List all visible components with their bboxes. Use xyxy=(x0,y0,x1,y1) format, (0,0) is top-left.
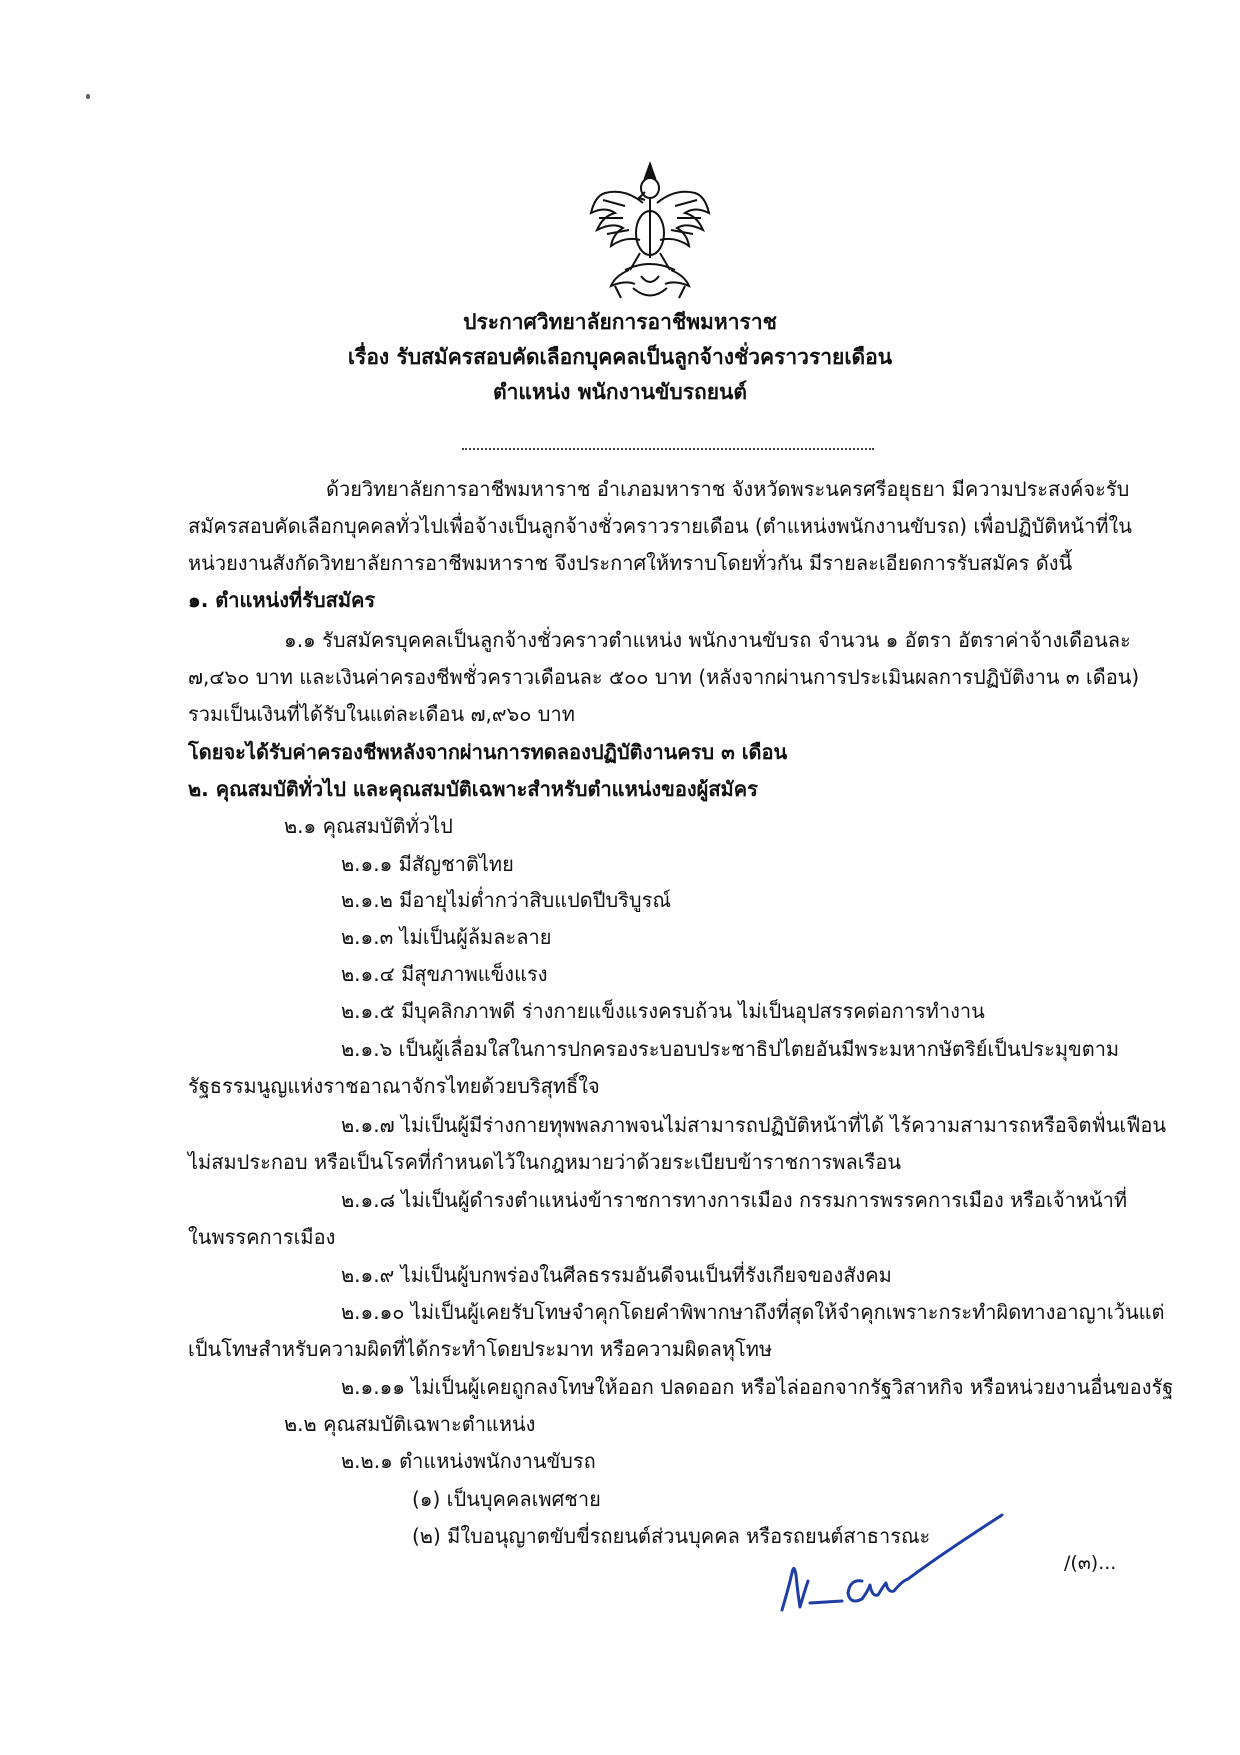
next-page-marker: /(๓)... xyxy=(1064,1552,1117,1574)
scan-speck xyxy=(86,94,90,99)
section-2-1-heading: ๒.๑ คุณสมบัติทั่วไป xyxy=(284,814,453,838)
intro-line-2: สมัครสอบคัดเลือกบุคคลทั่วไปเพื่อจ้างเป็นลูกจ้างชั่วคราวรายเดือน (ตำแหน่งพนักงานขับรถ) เพื่อปฏิบัติหน้าที่ใน xyxy=(188,514,1132,538)
section-1-note: โดยจะได้รับค่าครองชีพหลังจากผ่านการทดลองปฏิบัติงานครบ ๓ เดือน xyxy=(188,740,788,764)
qualification-2-1-6-line-1: ๒.๑.๖ เป็นผู้เลื่อมใสในการปกครองระบอบประชาธิปไตยอันมีพระมหากษัตริย์เป็นประมุขตาม xyxy=(341,1037,1120,1061)
qualification-2-1-3: ๒.๑.๓ ไม่เป็นผู้ล้มละลาย xyxy=(341,925,552,949)
specific-qualification-1: (๑) เป็นบุคคลเพศชาย xyxy=(412,1487,601,1511)
section-2-2-1-heading: ๒.๒.๑ ตำแหน่งพนักงานขับรถ xyxy=(341,1449,596,1473)
item-1-1-line-1: ๑.๑ รับสมัครบุคคลเป็นลูกจ้างชั่วคราวตำแหน่ง พนักงานขับรถ จำนวน ๑ อัตรา อัตราค่าจ้างเดือนละ xyxy=(284,628,1131,652)
item-1-1-line-3: รวมเป็นเงินที่ได้รับในแต่ละเดือน ๗,๙๖๐ บาท xyxy=(188,702,575,726)
qualification-2-1-11: ๒.๑.๑๑ ไม่เป็นผู้เคยถูกลงโทษให้ออก ปลดออก หรือไล่ออกจากรัฐวิสาหกิจ หรือหน่วยงานอื่นของรัฐ xyxy=(341,1375,1174,1399)
qualification-2-1-6-line-2: รัฐธรรมนูญแห่งราชอาณาจักรไทยด้วยบริสุทธิ์ใจ xyxy=(188,1074,600,1098)
announcement-position: ตำแหน่ง พนักงานขับรถยนต์ xyxy=(492,380,748,404)
qualification-2-1-8-line-2: ในพรรคการเมือง xyxy=(188,1225,336,1249)
signature-icon xyxy=(770,1495,1010,1620)
qualification-2-1-9: ๒.๑.๙ ไม่เป็นผู้บกพร่องในศีลธรรมอันดีจนเป็นที่รังเกียจของสังคม xyxy=(341,1263,892,1287)
announcement-title: ประกาศวิทยาลัยการอาชีพมหาราช xyxy=(463,310,777,334)
announcement-subject: เรื่อง รับสมัครสอบคัดเลือกบุคคลเป็นลูกจ้างชั่วคราวรายเดือน xyxy=(347,345,893,369)
qualification-2-1-1: ๒.๑.๑ มีสัญชาติไทย xyxy=(341,852,514,876)
section-1-title: ๑. ตำแหน่งที่รับสมัคร xyxy=(188,588,376,612)
section-2-2-heading: ๒.๒ คุณสมบัติเฉพาะตำแหน่ง xyxy=(284,1412,536,1436)
garuda-emblem-icon xyxy=(585,158,715,308)
item-1-1-line-2: ๗,๔๖๐ บาท และเงินค่าครองชีพชั่วคราวเดือนละ ๕๐๐ บาท (หลังจากผ่านการประเมินผลการปฏิบัติงาน ๓ เดือน) xyxy=(188,665,1140,689)
intro-line-3: หน่วยงานสังกัดวิทยาลัยการอาชีพมหาราช จึงประกาศให้ทราบโดยทั่วกัน มีรายละเอียดการรับสมัคร ดังนี้ xyxy=(188,551,1073,575)
qualification-2-1-7-line-1: ๒.๑.๗ ไม่เป็นผู้มีร่างกายทุพพลภาพจนไม่สามารถปฏิบัติหน้าที่ได้ ไร้ความสามารถหรือจิตฟั่นเฟือน xyxy=(341,1113,1167,1137)
dotted-divider xyxy=(462,448,874,450)
intro-line-1: ด้วยวิทยาลัยการอาชีพมหาราช อำเภอมหาราช จังหวัดพระนครศรีอยุธยา มีความประสงค์จะรับ xyxy=(326,477,1130,501)
qualification-2-1-4: ๒.๑.๔ มีสุขภาพแข็งแรง xyxy=(341,962,548,986)
qualification-2-1-10-line-1: ๒.๑.๑๐ ไม่เป็นผู้เคยรับโทษจำคุกโดยคำพิพากษาถึงที่สุดให้จำคุกเพราะกระทำผิดทางอาญาเว้นแต่ xyxy=(341,1300,1165,1324)
specific-qualification-2: (๒) มีใบอนุญาตขับขี่รถยนต์ส่วนบุคคล หรือรถยนต์สาธารณะ xyxy=(412,1524,931,1548)
qualification-2-1-8-line-1: ๒.๑.๘ ไม่เป็นผู้ดำรงตำแหน่งข้าราชการทางการเมือง กรรมการพรรคการเมือง หรือเจ้าหน้าที่ xyxy=(341,1188,1128,1212)
qualification-2-1-7-line-2: ไม่สมประกอบ หรือเป็นโรคที่กำหนดไว้ในกฎหมายว่าด้วยระเบียบข้าราชการพลเรือน xyxy=(188,1150,901,1174)
section-2-title: ๒. คุณสมบัติทั่วไป และคุณสมบัติเฉพาะสำหรับตำแหน่งของผู้สมัคร xyxy=(188,777,758,801)
qualification-2-1-10-line-2: เป็นโทษสำหรับความผิดที่ได้กระทำโดยประมาท หรือความผิดลหุโทษ xyxy=(188,1337,773,1361)
qualification-2-1-5: ๒.๑.๕ มีบุคลิกภาพดี ร่างกายแข็งแรงครบถ้วน ไม่เป็นอุปสรรคต่อการทำงาน xyxy=(341,999,985,1023)
qualification-2-1-2: ๒.๑.๒ มีอายุไม่ต่ำกว่าสิบแปดปีบริบูรณ์ xyxy=(341,888,671,912)
